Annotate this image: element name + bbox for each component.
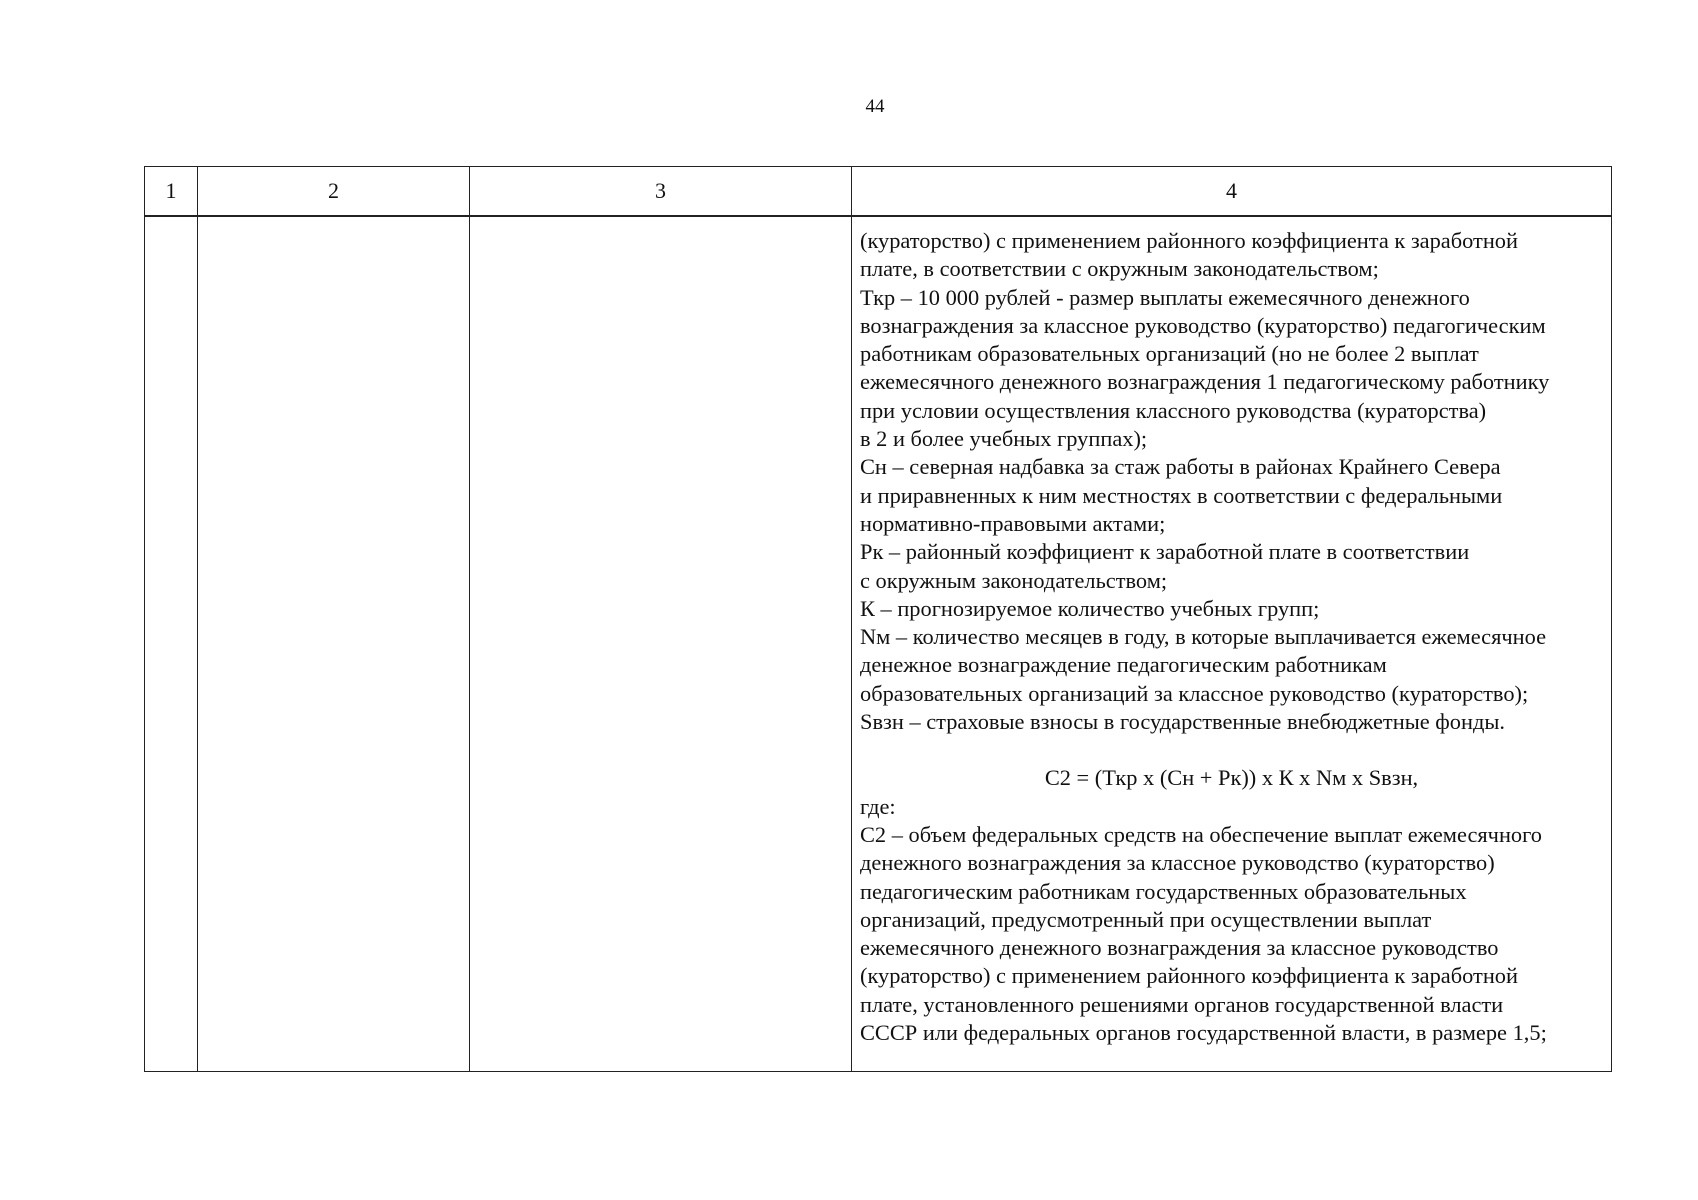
text-line: при условии осуществления классного руководства (кураторства) <box>860 397 1487 423</box>
text-line: С2 – объем федеральных средств на обеспечение выплат ежемесячного <box>860 821 1542 847</box>
cell-col-1 <box>145 216 198 1072</box>
text-line: (кураторство) с применением районного коэффициента к заработной <box>860 963 1518 989</box>
text-line: вознаграждения за классное руководство (кураторство) педагогическим <box>860 312 1546 338</box>
text-line: ежемесячного денежного вознаграждения за классное руководство <box>860 935 1499 961</box>
text-line: организаций, предусмотренный при осуществлении выплат <box>860 906 1432 932</box>
column-header-4: 4 <box>852 167 1612 217</box>
text-line: Сн – северная надбавка за стаж работы в районах Крайнего Севера <box>860 454 1501 480</box>
text-line: ежемесячного денежного вознаграждения 1 педагогическому работнику <box>860 369 1550 395</box>
text-line: К – прогнозируемое количество учебных групп; <box>860 595 1320 621</box>
text-line: педагогическим работникам государственных образовательных <box>860 878 1467 904</box>
text-line: СССР или федеральных органов государственной власти, в размере 1,5; <box>860 1020 1547 1046</box>
text-line: плате, в соответствии с окружным законодательством; <box>860 256 1379 282</box>
text-line: работникам образовательных организаций (но не более 2 выплат <box>860 341 1479 367</box>
cell-col-3 <box>470 216 852 1072</box>
text-line: с окружным законодательством; <box>860 567 1168 593</box>
text-line: где: <box>860 793 896 819</box>
text-line: денежного вознаграждения за классное руководство (кураторство) <box>860 850 1495 876</box>
column-header-3: 3 <box>470 167 852 217</box>
text-line: Рк – районный коэффициент к заработной плате в соответствии <box>860 539 1470 565</box>
text-line: нормативно-правовыми актами; <box>860 510 1166 536</box>
text-line: Nм – количество месяцев в году, в которые выплачивается ежемесячное <box>860 624 1547 650</box>
text-line: и приравненных к ним местностях в соответствии с федеральными <box>860 482 1503 508</box>
text-line: (кураторство) с применением районного коэффициента к заработной <box>860 228 1518 253</box>
text-line: в 2 и более учебных группах); <box>860 426 1148 452</box>
formula: С2 = (Ткр х (Сн + Рк)) х К х Nм х Sвзн, <box>1044 765 1419 791</box>
page-number: 44 <box>865 96 885 117</box>
column-header-1: 1 <box>145 167 198 217</box>
table-row <box>145 216 1612 1072</box>
text-line: Ткр – 10 000 рублей - размер выплаты ежемесячного денежного <box>860 284 1470 310</box>
table-header-row <box>145 167 1612 217</box>
cell-col-4-content <box>852 216 1612 1072</box>
text-line: образовательных организаций за классное руководство (кураторство); <box>860 680 1529 706</box>
text-line: Sвзн – страховые взносы в государственные внебюджетные фонды. <box>860 709 1505 735</box>
column-header-2: 2 <box>198 167 470 217</box>
text-line: денежное вознаграждение педагогическим работникам <box>860 652 1387 678</box>
text-line: плате, установленного решениями органов государственной власти <box>860 991 1504 1017</box>
cell-col-2 <box>198 216 470 1072</box>
document-table <box>144 166 1612 1072</box>
